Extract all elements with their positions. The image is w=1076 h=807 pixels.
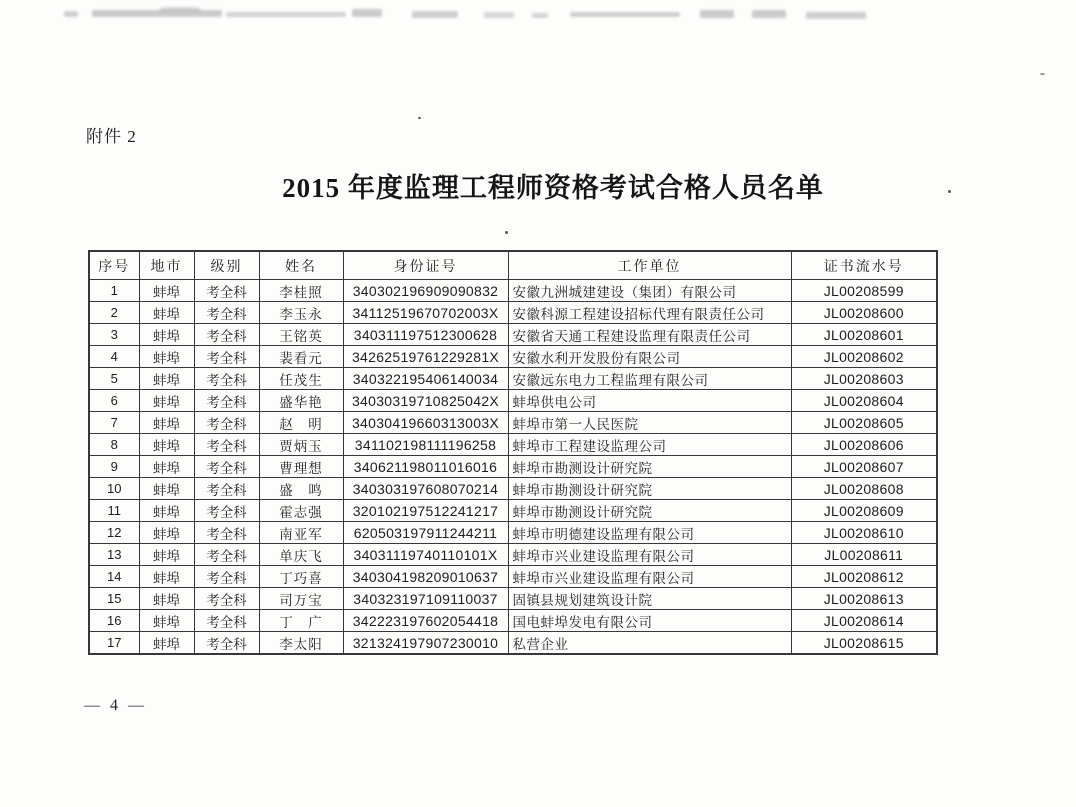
table-cell-certificate_no: JL00208615: [791, 632, 937, 655]
table-cell-index: 13: [89, 544, 139, 566]
table-cell-certificate_no: JL00208608: [791, 478, 937, 500]
table-cell-certificate_no: JL00208606: [791, 434, 937, 456]
table-cell-certificate_no: JL00208610: [791, 522, 937, 544]
page-title: 2015 年度监理工程师资格考试合格人员名单: [282, 173, 824, 203]
table-cell-city: 蚌埠: [139, 434, 194, 456]
table-cell-level: 考全科: [194, 478, 259, 500]
table-cell-id_number: 34030319710825042X: [343, 390, 508, 412]
attachment-label: 附件 2: [86, 127, 137, 146]
table-cell-level: 考全科: [194, 544, 259, 566]
table-cell-name: 贾炳玉: [259, 434, 343, 456]
table-cell-certificate_no: JL00208599: [791, 280, 937, 302]
table-cell-name: 单庆飞: [259, 544, 343, 566]
table-cell-id_number: 340302196909090832: [343, 280, 508, 302]
table-cell-index: 12: [89, 522, 139, 544]
table-row: [89, 434, 937, 456]
table-cell-certificate_no: JL00208605: [791, 412, 937, 434]
table-cell-certificate_no: JL00208601: [791, 324, 937, 346]
table-cell-index: 1: [89, 280, 139, 302]
table-cell-city: 蚌埠: [139, 588, 194, 610]
table-cell-level: 考全科: [194, 368, 259, 390]
scan-artifact: [92, 10, 222, 17]
table-cell-work_unit: 安徽远东电力工程监理有限公司: [508, 368, 791, 390]
table-cell-name: 王铭英: [259, 324, 343, 346]
table-cell-index: 3: [89, 324, 139, 346]
table-cell-id_number: 34030419660313003X: [343, 412, 508, 434]
table-cell-level: 考全科: [194, 280, 259, 302]
table-cell-level: 考全科: [194, 632, 259, 655]
table-cell-index: 15: [89, 588, 139, 610]
table-cell-level: 考全科: [194, 390, 259, 412]
table-cell-work_unit: 固镇县规划建筑设计院: [508, 588, 791, 610]
table-cell-id_number: 320102197512241217: [343, 500, 508, 522]
table-cell-level: 考全科: [194, 566, 259, 588]
table-cell-id_number: 34262519761229281X: [343, 346, 508, 368]
header-cell-work_unit: 工作单位: [508, 251, 791, 280]
scan-artifact: [352, 9, 382, 17]
scan-artifact: [484, 12, 514, 18]
table-cell-certificate_no: JL00208611: [791, 544, 937, 566]
table-row: [89, 632, 937, 655]
table-cell-index: 2: [89, 302, 139, 324]
scan-speck: [505, 231, 508, 234]
table-cell-index: 8: [89, 434, 139, 456]
header-cell-index: 序号: [89, 251, 139, 280]
table-row: [89, 412, 937, 434]
table-cell-name: 南亚军: [259, 522, 343, 544]
scan-artifact: [64, 11, 78, 17]
table-header-row: [89, 251, 937, 280]
scan-artifact: [806, 12, 866, 19]
table-cell-certificate_no: JL00208609: [791, 500, 937, 522]
table-cell-certificate_no: JL00208613: [791, 588, 937, 610]
table-cell-certificate_no: JL00208607: [791, 456, 937, 478]
table-cell-level: 考全科: [194, 434, 259, 456]
table-cell-city: 蚌埠: [139, 324, 194, 346]
table-row: [89, 324, 937, 346]
table-cell-index: 9: [89, 456, 139, 478]
table-cell-certificate_no: JL00208614: [791, 610, 937, 632]
table-cell-work_unit: 安徽水利开发股份有限公司: [508, 346, 791, 368]
table-cell-work_unit: 蚌埠市勘测设计研究院: [508, 500, 791, 522]
scan-artifact: [700, 10, 734, 18]
table-cell-city: 蚌埠: [139, 500, 194, 522]
header-cell-city: 地市: [139, 251, 194, 280]
table-cell-name: 丁巧喜: [259, 566, 343, 588]
table-cell-work_unit: 安徽九洲城建建设（集团）有限公司: [508, 280, 791, 302]
table-cell-level: 考全科: [194, 522, 259, 544]
table-cell-work_unit: 蚌埠市勘测设计研究院: [508, 478, 791, 500]
table-row: [89, 368, 937, 390]
table-row: [89, 478, 937, 500]
table-cell-id_number: 340304198209010637: [343, 566, 508, 588]
table-cell-index: 6: [89, 390, 139, 412]
table-row: [89, 500, 937, 522]
table-cell-level: 考全科: [194, 412, 259, 434]
table-row: [89, 302, 937, 324]
table-cell-city: 蚌埠: [139, 544, 194, 566]
table-cell-level: 考全科: [194, 346, 259, 368]
table-cell-id_number: 34031119740110101X: [343, 544, 508, 566]
qualified-personnel-table: [88, 250, 938, 655]
table-row: [89, 610, 937, 632]
table-cell-name: 裴看元: [259, 346, 343, 368]
scan-artifact: [412, 11, 458, 18]
table-cell-index: 4: [89, 346, 139, 368]
scan-speck: [1040, 73, 1045, 75]
table-cell-name: 盛华艳: [259, 390, 343, 412]
scan-speck: [418, 117, 421, 119]
table-cell-id_number: 341102198111196258: [343, 434, 508, 456]
table-cell-city: 蚌埠: [139, 346, 194, 368]
table-row: [89, 456, 937, 478]
table-cell-index: 11: [89, 500, 139, 522]
header-cell-name: 姓名: [259, 251, 343, 280]
table-cell-id_number: 340311197512300628: [343, 324, 508, 346]
table-cell-work_unit: 安徽省天通工程建设监理有限责任公司: [508, 324, 791, 346]
table-cell-city: 蚌埠: [139, 302, 194, 324]
table-cell-city: 蚌埠: [139, 632, 194, 655]
scan-artifact: [532, 13, 548, 18]
table-cell-index: 5: [89, 368, 139, 390]
table-cell-city: 蚌埠: [139, 610, 194, 632]
table-row: [89, 280, 937, 302]
scan-artifact: [160, 7, 200, 12]
table-cell-city: 蚌埠: [139, 390, 194, 412]
scan-artifact: [570, 12, 680, 17]
table-cell-index: 14: [89, 566, 139, 588]
table-cell-id_number: 321324197907230010: [343, 632, 508, 655]
scan-artifact: [226, 12, 346, 17]
table-cell-work_unit: 蚌埠市工程建设监理公司: [508, 434, 791, 456]
table-cell-name: 赵 明: [259, 412, 343, 434]
header-cell-certificate_no: 证书流水号: [791, 251, 937, 280]
table-cell-id_number: 340621198011016016: [343, 456, 508, 478]
table-cell-name: 李玉永: [259, 302, 343, 324]
table-cell-city: 蚌埠: [139, 522, 194, 544]
table-cell-city: 蚌埠: [139, 566, 194, 588]
table-cell-name: 盛 鸣: [259, 478, 343, 500]
table-cell-id_number: 620503197911244211: [343, 522, 508, 544]
table-row: [89, 390, 937, 412]
table-cell-certificate_no: JL00208604: [791, 390, 937, 412]
table-cell-city: 蚌埠: [139, 280, 194, 302]
scan-artifact: [752, 10, 786, 18]
table-cell-work_unit: 国电蚌埠发电有限公司: [508, 610, 791, 632]
table-cell-work_unit: 蚌埠市明德建设监理有限公司: [508, 522, 791, 544]
table-cell-id_number: 340303197608070214: [343, 478, 508, 500]
table-cell-certificate_no: JL00208602: [791, 346, 937, 368]
table-cell-id_number: 342223197602054418: [343, 610, 508, 632]
table-cell-work_unit: 蚌埠供电公司: [508, 390, 791, 412]
table-row: [89, 522, 937, 544]
table-cell-name: 李太阳: [259, 632, 343, 655]
table-cell-name: 任茂生: [259, 368, 343, 390]
table-cell-index: 7: [89, 412, 139, 434]
table-cell-certificate_no: JL00208612: [791, 566, 937, 588]
page-number: — 4 —: [84, 697, 147, 714]
table-cell-work_unit: 蚌埠市第一人民医院: [508, 412, 791, 434]
table-cell-index: 17: [89, 632, 139, 655]
table-row: [89, 346, 937, 368]
header-cell-id_number: 身份证号: [343, 251, 508, 280]
table-cell-city: 蚌埠: [139, 412, 194, 434]
table-cell-certificate_no: JL00208600: [791, 302, 937, 324]
table-cell-name: 曹理想: [259, 456, 343, 478]
table-cell-work_unit: 蚌埠市勘测设计研究院: [508, 456, 791, 478]
table-cell-level: 考全科: [194, 456, 259, 478]
table-cell-city: 蚌埠: [139, 456, 194, 478]
table-cell-id_number: 340323197109110037: [343, 588, 508, 610]
table-cell-city: 蚌埠: [139, 478, 194, 500]
table-cell-level: 考全科: [194, 302, 259, 324]
table-cell-index: 10: [89, 478, 139, 500]
table-cell-level: 考全科: [194, 610, 259, 632]
table-cell-level: 考全科: [194, 588, 259, 610]
table-cell-work_unit: 蚌埠市兴业建设监理有限公司: [508, 566, 791, 588]
table-row: [89, 566, 937, 588]
header-cell-level: 级别: [194, 251, 259, 280]
table-cell-work_unit: 安徽科源工程建设招标代理有限责任公司: [508, 302, 791, 324]
table-cell-name: 丁 广: [259, 610, 343, 632]
table-cell-city: 蚌埠: [139, 368, 194, 390]
table-row: [89, 588, 937, 610]
table-cell-work_unit: 私营企业: [508, 632, 791, 655]
table-cell-id_number: 340322195406140034: [343, 368, 508, 390]
scan-artifact-band: [64, 7, 879, 21]
table-row: [89, 544, 937, 566]
table-cell-name: 李桂照: [259, 280, 343, 302]
table-cell-index: 16: [89, 610, 139, 632]
table-cell-id_number: 34112519670702003X: [343, 302, 508, 324]
table-cell-level: 考全科: [194, 500, 259, 522]
table-cell-name: 霍志强: [259, 500, 343, 522]
table-cell-name: 司万宝: [259, 588, 343, 610]
table-cell-certificate_no: JL00208603: [791, 368, 937, 390]
table-cell-work_unit: 蚌埠市兴业建设监理有限公司: [508, 544, 791, 566]
table-cell-level: 考全科: [194, 324, 259, 346]
